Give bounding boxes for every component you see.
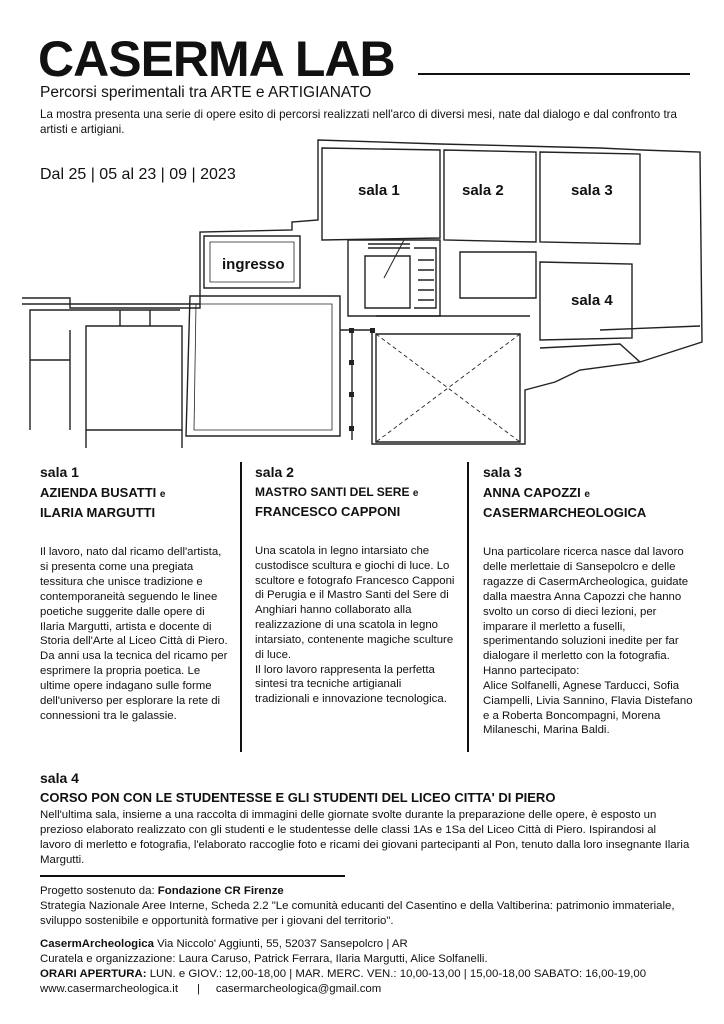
floor-plan-drawing	[0, 130, 724, 450]
artist-conjunction: e	[159, 489, 166, 501]
column-body: Una scatola in legno intarsiato che custodisce scultura e giochi di luce. Lo scultore e fotografo Francesco Capponi di Perugia e il Mastro Santi del Sere di Anghiari hanno collaborato alla realizzazione di una scatola in legno intarsiato, contenente magiche sculture di luce.	[255, 544, 455, 661]
room-label-sala-4: sala 4	[571, 292, 613, 309]
room-label-sala-3: sala 3	[571, 182, 613, 199]
support-line	[40, 884, 700, 899]
column-divider	[240, 462, 242, 752]
artist-conjunction: e	[412, 488, 419, 500]
org-address: Via Niccolo' Aggiunti, 55, 52037 Sansepolcro | AR	[157, 938, 408, 951]
org-line	[40, 937, 700, 952]
column-body-continued: Il loro lavoro rappresenta la perfetta sintesi tra tecniche artigianali tradizionali e innovazione tecnologica.	[255, 663, 447, 706]
hours-text: LUN. e GIOV.: 12,00-18,00 | MAR. MERC. VEN.: 10,00-13,00 | 15,00-18,00 SABATO: 16,00-19,00	[149, 968, 647, 981]
footer	[40, 884, 700, 997]
participants-list: Alice Solfanelli, Agnese Tarducci, Sofia Ciampelli, Livia Sannino, Flavia Distefano e a Roberta Boncompagni, Morena Milaneschi, Marina Baldi.	[483, 679, 693, 737]
artist-conjunction: e	[584, 489, 590, 501]
strategy-text: Strategia Nazionale Aree Interne, Scheda 2.2 "Le comunità educanti del Casentino e della Valtiberina: patrimonio immateriale, sviluppo sostenibile e opportunità formative per i giovani del territorio".	[40, 900, 675, 928]
artist-name-2: CASERMARCHEOLOGICA	[483, 505, 647, 521]
title-rule	[418, 73, 690, 75]
column-sala-2	[255, 463, 455, 707]
artist-name-2: ILARIA MARGUTTI	[40, 505, 156, 521]
column-body: Una particolare ricerca nasce dal lavoro delle merlettaie di Sansepolcro e delle ragazze di CasermArcheologica, guidate dalla maestra Anna Capozzi che hanno svolto un corso di dieci lezioni, per imparare il merletto a fuselli, sperimentando soluzioni inedite per far dialogare il merletto con la fotografia.	[483, 546, 689, 663]
sala-4-title: CORSO PON CON LE STUDENTESSE E GLI STUDENTI DEL LICEO CITTA' DI PIERO	[40, 790, 556, 806]
section-sala-4	[40, 769, 690, 868]
org-name: CasermArcheologica	[40, 938, 154, 951]
room-label-sala-1: sala 1	[358, 182, 400, 199]
artist-name-1: MASTRO SANTI DEL SERE	[255, 485, 410, 500]
support-prefix: Progetto sostenuto da:	[40, 885, 155, 897]
artist-name-2: FRANCESCO CAPPONI	[255, 503, 401, 519]
participants-label: Hanno partecipato:	[483, 665, 580, 678]
sala-4-heading: sala 4	[40, 770, 79, 786]
exhibition-dates: Dal 25 | 05 al 23 | 09 | 2023	[40, 166, 236, 183]
email-link[interactable]: casermarcheologica@gmail.com	[215, 983, 382, 996]
page-title: CASERMA LAB	[38, 31, 395, 87]
artist-name-1: AZIENDA BUSATTI	[40, 485, 157, 501]
page-subtitle: Percorsi sperimentali tra ARTE e ARTIGIANATO	[40, 84, 372, 101]
column-artists	[483, 483, 695, 523]
floor-plan	[0, 130, 724, 450]
column-divider	[467, 462, 469, 752]
website-link[interactable]: www.casermarcheologica.it	[40, 983, 179, 996]
column-artists	[255, 483, 455, 522]
contact-separator: |	[197, 983, 200, 996]
room-label-ingresso: ingresso	[222, 256, 285, 273]
intro-text: La mostra presenta una serie di opere esito di percorsi realizzati nell'arco di diversi mesi, nate dal dialogo e dal confronto tra artisti e artigiani.	[40, 108, 677, 137]
column-sala-3	[483, 463, 695, 738]
column-sala-heading: sala 1	[40, 464, 79, 480]
support-name: Fondazione CR Firenze	[157, 885, 284, 897]
artist-name-1: ANNA CAPOZZI	[483, 485, 581, 501]
column-sala-1	[40, 463, 230, 723]
curation-text: Curatela e organizzazione: Laura Caruso, Patrick Ferrara, Ilaria Margutti, Alice Solfanelli.	[40, 953, 488, 966]
hours-label: ORARI APERTURA:	[40, 968, 147, 981]
sala-4-body: Nell'ultima sala, insieme a una raccolta di immagini delle giornate svolte durante la preparazione delle opere, è esposto un prezioso elaborato realizzato con gli studenti e le studentesse delle classi 1As e 1Sa del Liceo Città di Piero. Ispirandosi al lavoro di merletto e fotografia, l'elaborato raccoglie foto e ricami dei giovani partecipanti al Pon, tenuto dalla loro insegnante Ilaria Margutti.	[40, 808, 690, 866]
room-label-sala-2: sala 2	[462, 182, 504, 199]
column-body: Il lavoro, nato dal ricamo dell'artista, si presenta come una pregiata tessitura che unisce tradizione e contemporaneità seguendo le linee poetiche suggerite dalle opere di Ilaria Margutti, artista e docente di Storia dell'Arte al Liceo Città di Piero. Da anni usa la tecnica del ricamo per esprimere la propria poetica. Le ultime opere indagano sulle forme dell'universo per esplorare la rete di connessioni tra le galassie.	[40, 546, 228, 722]
contact-line	[40, 982, 700, 997]
column-artists	[40, 483, 230, 523]
hours-line	[40, 967, 700, 982]
column-sala-heading: sala 2	[255, 464, 294, 480]
footer-rule	[40, 875, 345, 877]
column-sala-heading: sala 3	[483, 464, 522, 480]
